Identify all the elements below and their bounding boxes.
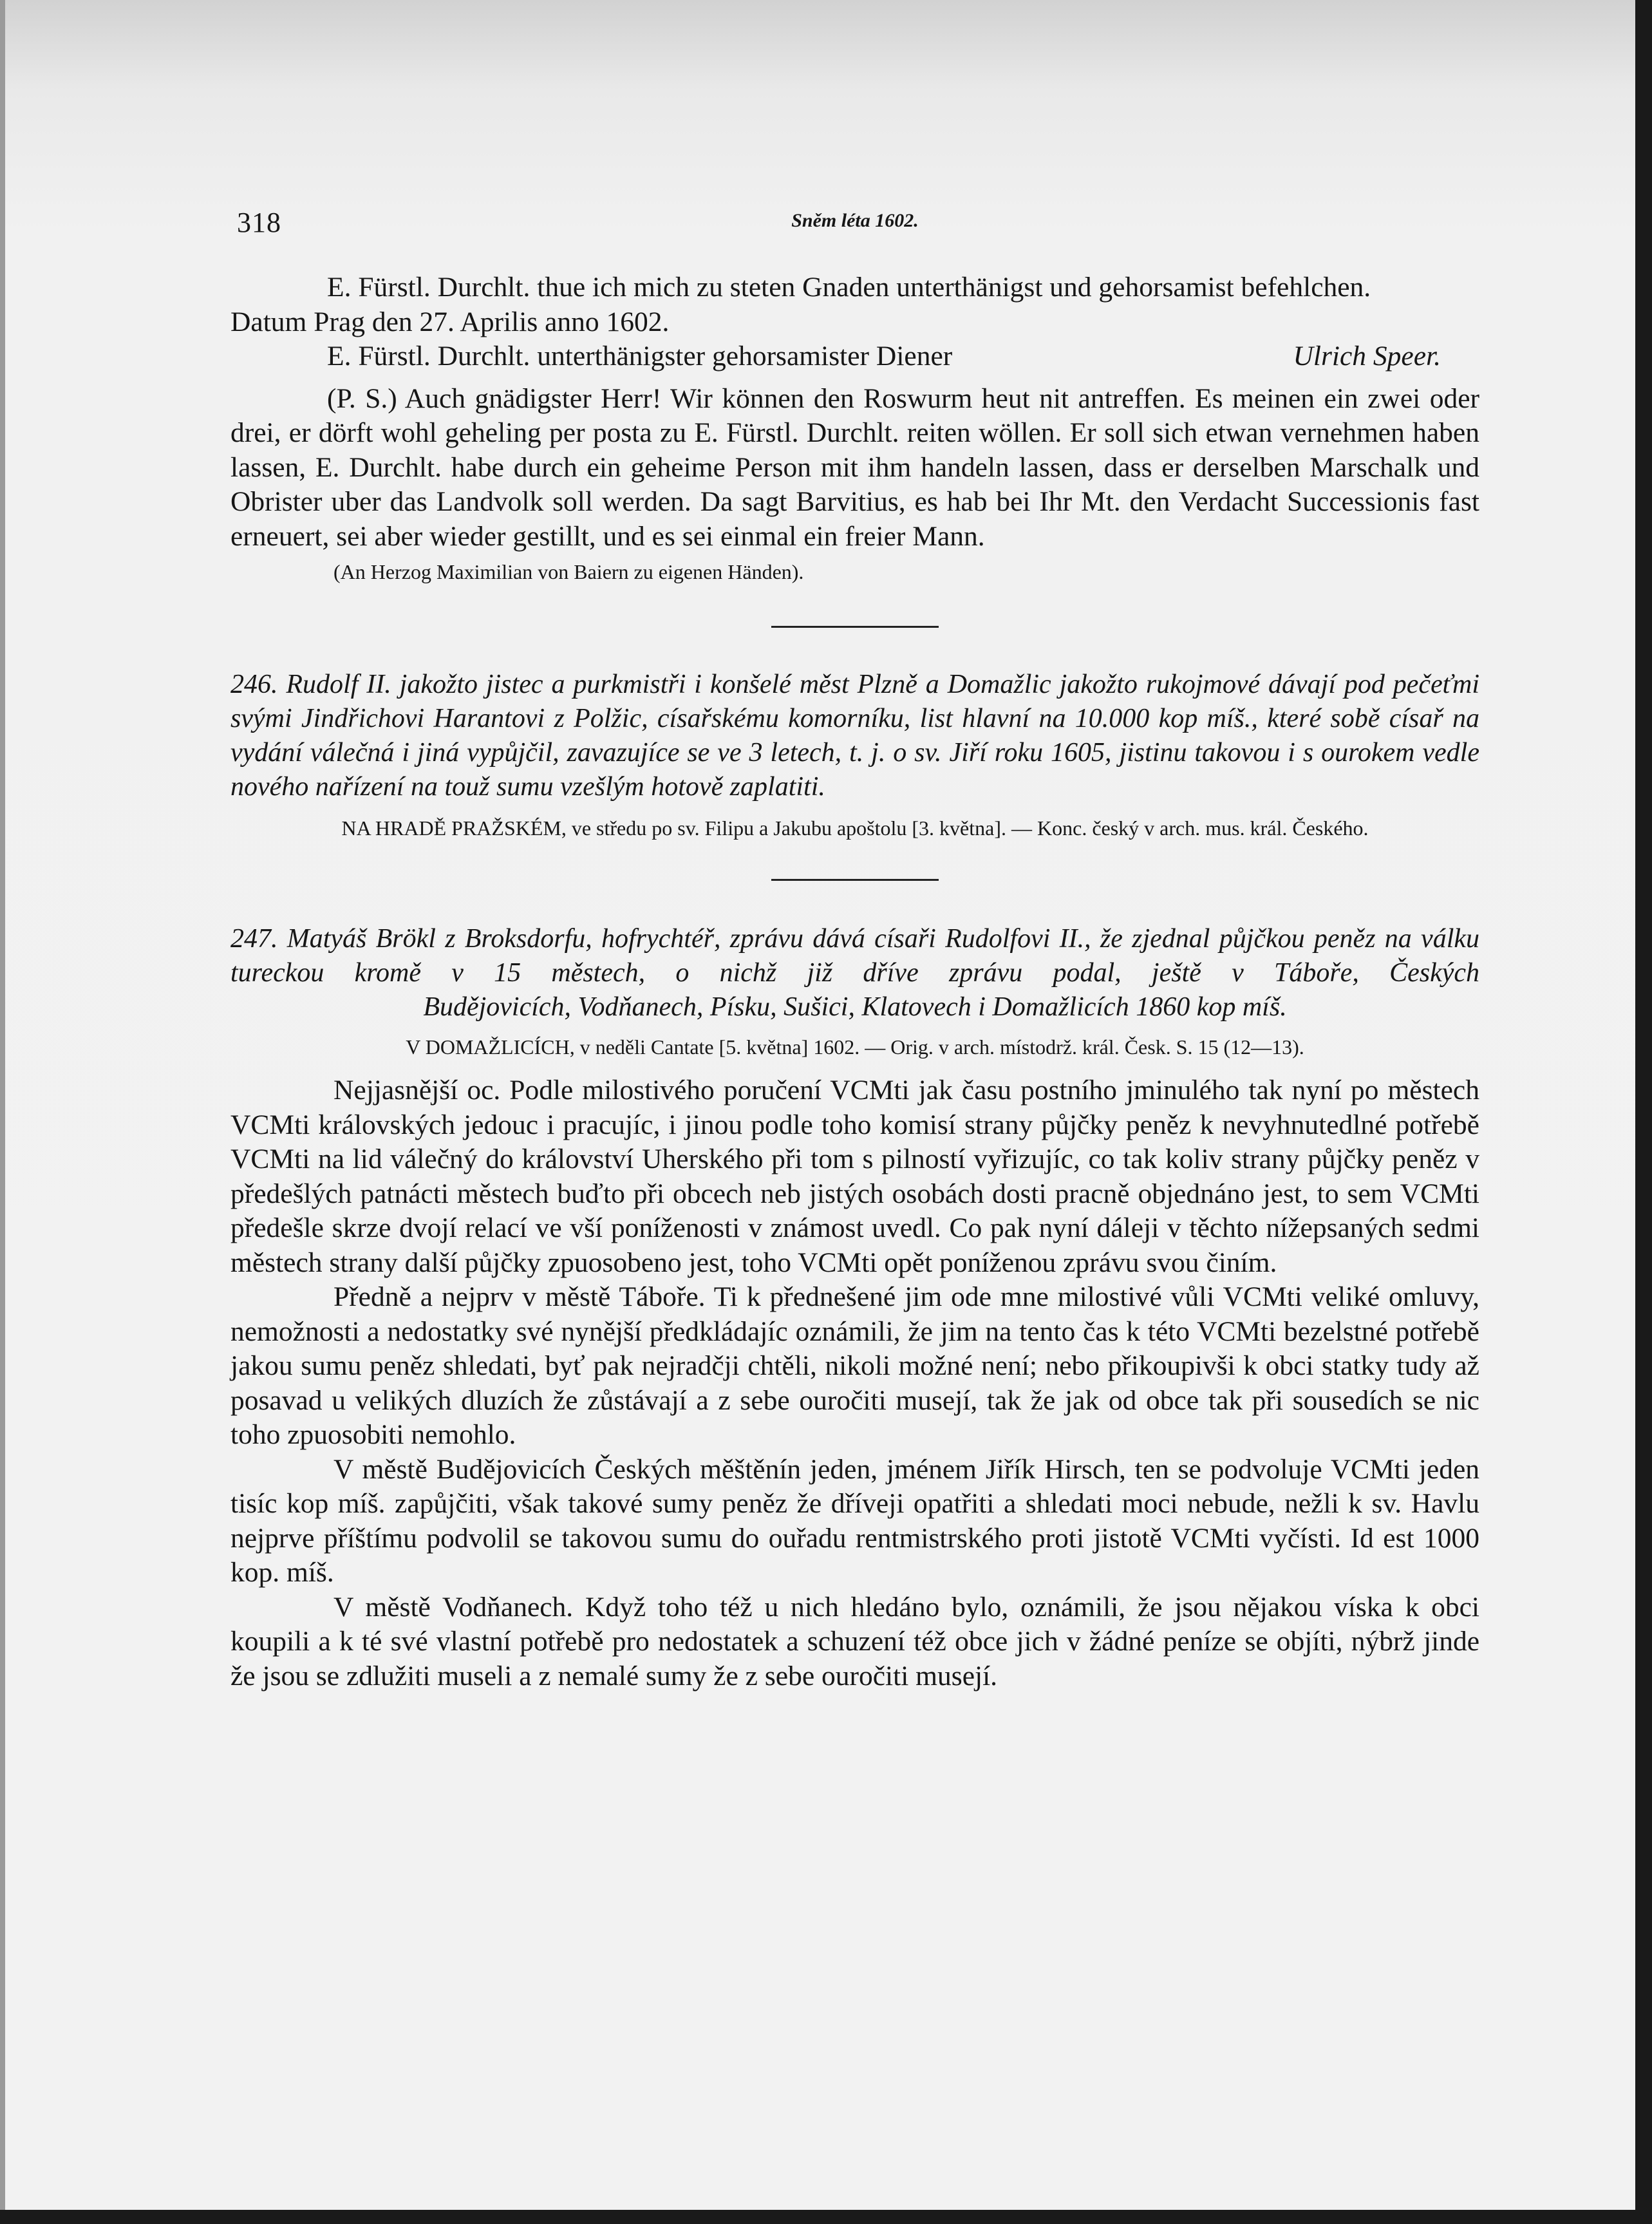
postscript: (P. S.) Auch gnädigster Herr! Wir können den Roswurm heut nit antreffen. Es meinen ein zwei oder drei, er dörft wohl geheling per posta zu E. Fürstl. Durchlt. reiten wöllen. Er soll sich etwan vernehmen haben lassen, E. Durchlt. habe durch ein geheime Person mit ihm handeln lassen, dass er derselben Marschalk und Obrister uber das Landvolk soll werden. Da sagt Barvitius, es hab bei Ihr Mt. den Verdacht Successionis fast erneuert, sei aber wieder gestillt, und es sei einmal ein freier Mann. — [230, 382, 1479, 552]
entry-247-source: V DOMAŽLICÍCH, v neděli Cantate [5. května] 1602. — Orig. v arch. místodrž. král. Česk. S. 15 (12—13). — [406, 1035, 1304, 1059]
entry-247-paragraph-3: V městě Budějovicích Českých měštěnín jeden, jménem Jiřík Hirsch, ten se podvoluje VCMti jeden tisíc kop míš. zapůjčiti, však takové sumy peněz že dříveji opatřiti a shledati moci nebude, nežli k sv. Havlu nejprve příštímu podvolil se takovou sumu do ouřadu rentmistrského proti jistotě VCMti vyčísti. Id est 1000 kop. míš. — [230, 1453, 1479, 1588]
entry-247-regest-line-1: 247. Matyáš Brökl z Broksdorfu, hofrychtéř, zprávu dává císaři Rudolfovi II., že zjednal půjčkou peněz na válku tureckou kromě v 15 městech, o nichž již dříve zprávu podal, ještě v Táboře, Českých — [230, 924, 1479, 988]
page-content — [230, 193, 1479, 1693]
entry-246-regest: 246. Rudolf II. jakožto jistec a purkmistři i konšelé měst Plzně a Domažlic jakožto rukojmové dávají pod pečeťmi svými Jindřichovi Harantovi z Polžic, císařskému komorníku, list hlavní na 10.000 kop míš., které sobě císař na vydání válečná i jiná vypůjčil, zavazujíce se ve 3 letech, t. j. o sv. Jiří roku 1605, jistinu takovou i s ourokem vedle nového nařízení na touž sumu vzešlým hotově zaplatiti. — [230, 670, 1479, 802]
scan-edge-bottom — [0, 2210, 1652, 2224]
entry-247-regest-line-2: Budějovicích, Vodňanech, Písku, Sušici, Klatovech i Domažlicích 1860 kop míš. — [423, 992, 1287, 1022]
scan-edge-right — [1635, 0, 1652, 2224]
letter-closing-line-2: Datum Prag den 27. Aprilis anno 1602. — [230, 306, 670, 337]
address-note: (An Herzog Maximilian von Baiern zu eigenen Händen). — [333, 560, 804, 583]
running-title: Sněm léta 1602. — [791, 210, 919, 231]
entry-247-paragraph-1: Nejjasnější oc. Podle milostivého poručení VCMti jak času postního jminulého tak nyní po městech VCMti královských jedouc i pracujíc, i jinou podle toho komisí strany půjčky peněz k nevyhnutedlné potřebě VCMti na lid válečný do království Uherského při tom s pilností vyřizujíc, co tak koliv strany půjčky peněz v předešlých patnácti městech buďto při obcech neb jistých osobách dosti pracně objednáno jest, to sem VCMti předešle skrze dvojí relací ve vší poníženosti v známost uvedl. Co pak nyní dáleji v těchto nížepsaných sedmi městech strany další půjčky zpuosobeno jest, toho VCMti opět poníženou zprávu svou činím. — [230, 1075, 1479, 1278]
page-number: 318 — [237, 207, 281, 238]
running-head — [230, 193, 1479, 245]
signature-name: Ulrich Speer. — [1293, 341, 1441, 372]
book-page — [5, 0, 1635, 2210]
signature-prefix: E. Fürstl. Durchlt. unterthänigster gehorsamister Diener — [327, 341, 953, 372]
entry-247-paragraph-4: V městě Vodňanech. Když toho též u nich hledáno bylo, oznámili, že jsou nějakou víska k obci koupili a k té své vlastní potřebě pro nedostatek a schuzení též obce jich v žádné peníze se objíti, nýbrž jinde že jsou se zdlužiti museli a z nemalé sumy že z sebe ouročiti musejí. — [230, 1591, 1479, 1692]
letter-closing-line-1: E. Fürstl. Durchlt. thue ich mich zu steten Gnaden unterthänigst und gehorsamist befehlchen. — [327, 272, 1371, 303]
entry-247-paragraph-2: Předně a nejprv v městě Táboře. Ti k přednešené jim ode mne milostivé vůli VCMti veliké omluvy, nemožnosti a nedostatky své nynější předkládajíc oznámili, že jim na tento čas k této VCMti bezelstné potřebě jakou sumu peněz shledati, byť pak nejradčji chtěli, nikoli možné není; nebo přikoupivši k obci statky tudy až posavad u velikých dluzích že zůstávají a z sebe ouročiti musejí, tak že jak od obce tak při sousedích se nic toho zpuosobiti nemohlo. — [230, 1281, 1479, 1450]
scan-edge-left — [0, 0, 5, 2224]
signature-line — [230, 339, 1479, 374]
entry-246-source: NA HRADĚ PRAŽSKÉM, ve středu po sv. Filipu a Jakubu apoštolu [3. května]. — Konc. český v arch. mus. král. Českého. — [341, 816, 1369, 840]
